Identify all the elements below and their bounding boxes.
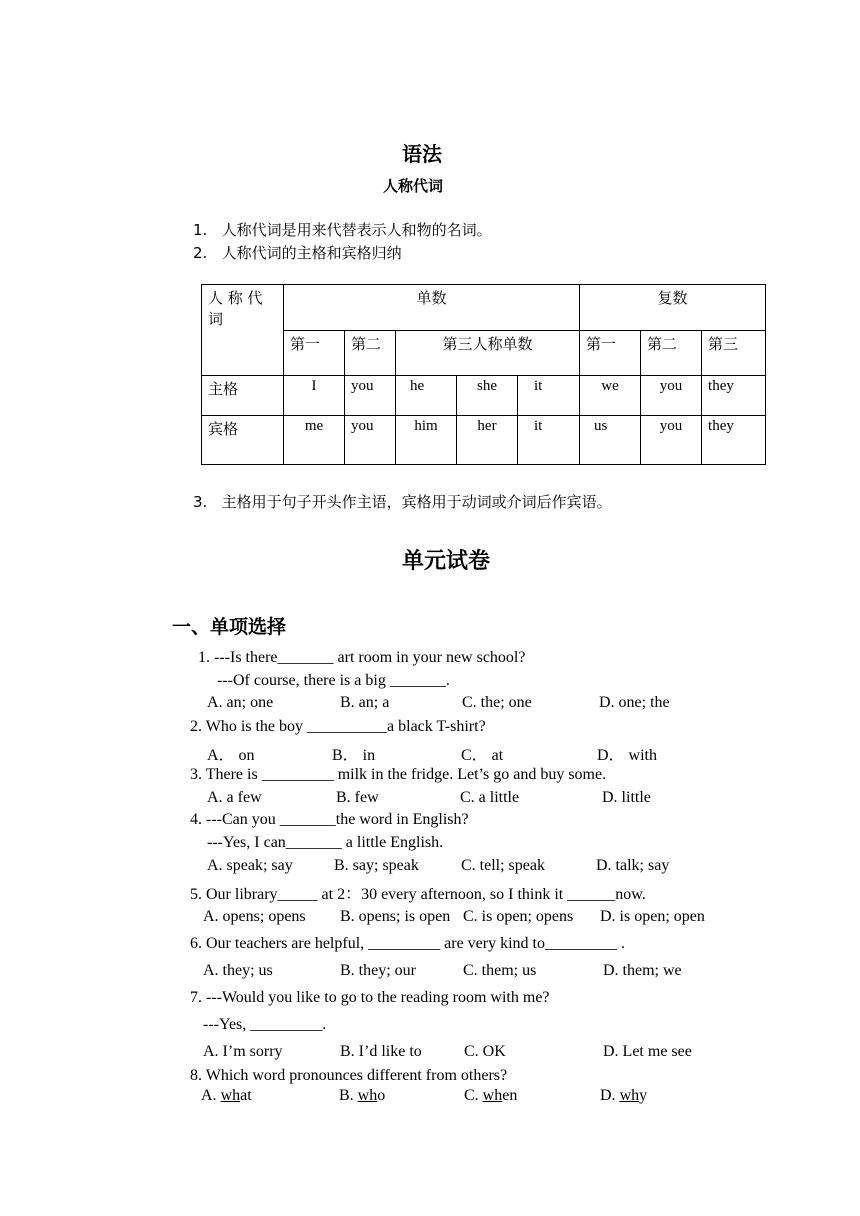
option-a: A． on: [207, 747, 255, 764]
underlined-letters: wh: [220, 1087, 241, 1104]
row-label: 主格: [202, 376, 284, 416]
point-num: 1.: [193, 221, 208, 239]
option-c: C. tell; speak: [461, 857, 545, 874]
table-cell: her: [457, 416, 518, 465]
table-cell: you: [345, 376, 396, 416]
table-cell: it: [518, 376, 580, 416]
option-d: D. talk; say: [596, 857, 670, 874]
option-suffix: o: [377, 1087, 386, 1104]
pronoun-table: [201, 284, 766, 465]
question-4: 4. ---Can you _______the word in English?: [190, 811, 469, 828]
point-3: [193, 491, 612, 512]
option-b: B． in: [332, 747, 376, 764]
table-row: [202, 416, 766, 465]
header-singular: 单数: [284, 285, 580, 331]
header-plural: 复数: [580, 285, 766, 331]
option-c: C. a little: [460, 789, 520, 806]
option-prefix: D.: [600, 1087, 620, 1104]
option-b: B. opens; is open: [340, 908, 451, 925]
table-cell: you: [345, 416, 396, 465]
point-text: 主格用于句子开头作主语，宾格用于动词或介词后作宾语。: [221, 493, 612, 511]
option-c: [464, 1087, 517, 1105]
grammar-title: 语法: [402, 142, 442, 166]
option-d: D. one; the: [599, 694, 670, 711]
person-cell: 第三: [702, 331, 766, 376]
point-num: 3.: [193, 493, 208, 511]
question-5: 5. Our library_____ at 2：30 every afternoon, so I think it ______now.: [190, 886, 646, 903]
question-7: 7. ---Would you like to go to the reading room with me?: [190, 989, 550, 1006]
underlined-letters: wh: [482, 1087, 503, 1104]
point-1: [193, 219, 492, 240]
option-c: C. them; us: [463, 962, 537, 979]
underlined-letters: wh: [357, 1087, 378, 1104]
option-prefix: C.: [464, 1087, 483, 1104]
option-c: C. OK: [464, 1043, 506, 1060]
option-suffix: at: [240, 1087, 252, 1104]
question-7-reply: ---Yes, _________.: [203, 1016, 327, 1033]
person-cell: 第三人称单数: [396, 331, 580, 376]
table-cell: I: [284, 376, 345, 416]
option-d: D. is open; open: [600, 908, 705, 925]
option-b: B. they; our: [340, 962, 416, 979]
question-2: 2. Who is the boy __________a black T-shirt?: [190, 718, 486, 735]
question-8: 8. Which word pronounces different from others?: [190, 1067, 508, 1084]
option-a: A. an; one: [207, 694, 274, 711]
table-cell: it: [518, 416, 580, 465]
table-cell: they: [702, 376, 766, 416]
point-text: 人称代词是用来代替表示人和物的名词。: [221, 221, 492, 239]
option-a: A. a few: [207, 789, 262, 806]
point-text: 人称代词的主格和宾格归纳: [221, 244, 402, 262]
table-corner: 人 称 代 词: [202, 285, 284, 376]
option-b: B. I’d like to: [340, 1043, 422, 1060]
option-b: B. say; speak: [334, 857, 419, 874]
option-d: D． with: [597, 747, 658, 764]
table-cell: him: [396, 416, 457, 465]
point-num: 2.: [193, 244, 208, 262]
question-6: 6. Our teachers are helpful, _________ are very kind to_________ .: [190, 935, 625, 952]
option-suffix: y: [639, 1087, 648, 1104]
option-a: A. they; us: [203, 962, 273, 979]
point-2: [193, 242, 402, 263]
table-cell: they: [702, 416, 766, 465]
question-3: 3. There is _________ milk in the fridge. Let’s go and buy some.: [190, 766, 607, 783]
option-d: [600, 1087, 647, 1105]
table-cell: he: [396, 376, 457, 416]
table-cell: she: [457, 376, 518, 416]
option-a: A. opens; opens: [203, 908, 306, 925]
option-d: D. little: [602, 789, 651, 806]
option-prefix: B.: [339, 1087, 358, 1104]
underlined-letters: wh: [619, 1087, 640, 1104]
person-cell: 第二: [641, 331, 702, 376]
option-suffix: en: [502, 1087, 518, 1104]
option-b: B. few: [336, 789, 379, 806]
option-a: [201, 1087, 252, 1105]
person-cell: 第一: [580, 331, 641, 376]
option-c: C． at: [461, 747, 504, 764]
person-cell: 第二: [345, 331, 396, 376]
exam-title: 单元试卷: [402, 549, 491, 574]
option-a: A. speak; say: [207, 857, 293, 874]
option-d: D. them; we: [603, 962, 682, 979]
option-prefix: A.: [201, 1087, 221, 1104]
table-cell: me: [284, 416, 345, 465]
table-cell: you: [641, 376, 702, 416]
option-a: A. I’m sorry: [203, 1043, 283, 1060]
person-cell: 第一: [284, 331, 345, 376]
option-c: C. is open; opens: [463, 908, 574, 925]
table-cell: we: [580, 376, 641, 416]
option-d: D. Let me see: [603, 1043, 692, 1060]
table-cell: you: [641, 416, 702, 465]
option-b: [339, 1087, 385, 1105]
grammar-subtitle: 人称代词: [383, 177, 444, 195]
question-1: 1. ---Is there_______ art room in your new school?: [198, 649, 526, 666]
row-label: 宾格: [202, 416, 284, 465]
option-c: C. the; one: [462, 694, 532, 711]
section-title: 一、单项选择: [172, 616, 287, 638]
question-4-reply: ---Yes, I can_______ a little English.: [207, 834, 444, 851]
table-row: [202, 376, 766, 416]
option-b: B. an; a: [340, 694, 390, 711]
question-1-reply: ---Of course, there is a big _______.: [217, 672, 450, 689]
table-cell: us: [580, 416, 641, 465]
